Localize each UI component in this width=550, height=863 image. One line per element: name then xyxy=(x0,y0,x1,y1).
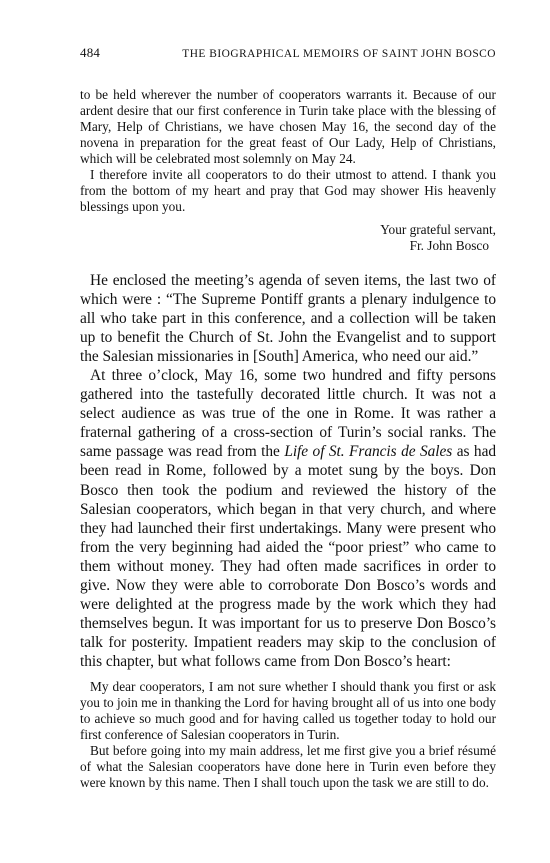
address-excerpt xyxy=(80,679,496,791)
running-title: THE BIOGRAPHICAL MEMOIRS OF SAINT JOHN BOSCO xyxy=(182,48,496,60)
letter-paragraph-2: I therefore invite all cooperators to do their utmost to attend. I thank you from the bottom of my heart and pray that God may shower His heavenly blessings upon you. xyxy=(80,167,496,214)
letter-closing: Your grateful servant, xyxy=(380,222,496,237)
narrative-paragraph-1: He enclosed the meeting’s agenda of seven items, the last two of which were : “The Supreme Pontiff grants a plenary indulgence to all who take part in this conference, and a collection will be taken up to benefit the Church of St. John the Evangelist and to support the Salesian missionaries in [South] America, who need our aid.” xyxy=(80,272,496,366)
letter-excerpt xyxy=(80,87,496,254)
letter-paragraph-1: to be held wherever the number of cooperators warrants it. Because of our ardent desire that our first conference in Turin take place with the blessing of Mary, Help of Christians, we have chosen May 16, the second day of the novena in preparation for the great feast of Our Lady, Help of Christians, which will be celebrated most solemnly on May 24. xyxy=(80,87,496,166)
letter-signature: Fr. John Bosco xyxy=(409,238,489,253)
page-number: 484 xyxy=(80,45,101,60)
narrative-paragraph-2-part-b: as had been read in Rome, followed by a motet sung by the boys. Don Bosco then took the podium and reviewed the history of the Salesian cooperators, which began in that very church, and where they had launched their first undertakings. Many were present who from the very beginning had aided the “poor priest” who came to them without money. They had often made sacrifices in order to give. Now they were able to corroborate Don Bosco’s words and were delighted at the progress made by the work which they had themselves begun. It was important for us to preserve Don Bosco’s talk for posterity. Impatient readers may skip to the conclusion of this chapter, but what follows came from Don Bosco’s heart: xyxy=(80,443,497,670)
running-header xyxy=(80,45,496,61)
book-title: Life of St. Francis de Sales xyxy=(284,443,453,461)
narrative-paragraph-2-part-a: At three o’clock, May 16, some two hundred and fifty persons gathered into the tastefully decorated little church. It was not a select audience as was true of the one in Rome. It was rather a fraternal gathering of a cross-section of Turin’s social ranks. The same passage was read from the xyxy=(80,367,496,461)
address-paragraph-2: But before going into my main address, let me first give you a brief résumé of what the Salesian cooperators have done here in Turin even before they were known by this name. Then I shall touch upon the task we are still to do. xyxy=(80,742,496,790)
address-paragraph-1: My dear cooperators, I am not sure whether I should thank you first or ask you to join me in thanking the Lord for having brought all of us into one body to achieve so much good and for having called us together today to hold our first conference of Salesian cooperators in Turin. xyxy=(80,678,496,742)
letter-signoff xyxy=(80,222,496,254)
narrative-paragraph-2 xyxy=(80,366,496,671)
narrative-text xyxy=(80,271,496,671)
book-page xyxy=(80,45,496,791)
